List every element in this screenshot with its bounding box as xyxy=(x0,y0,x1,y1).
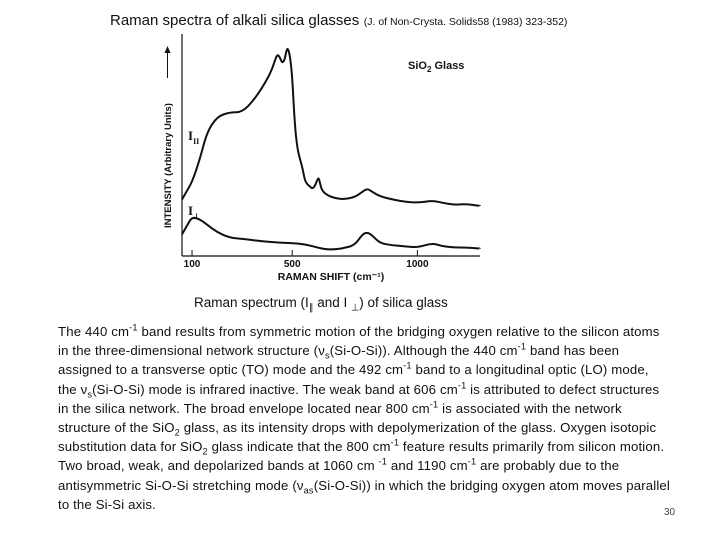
series-layer xyxy=(182,49,480,249)
slide-title-text: Raman spectra of alkali silica glasses xyxy=(110,12,360,29)
reference-citation: (J. of Non-Crysta. Solids58 (1983) 323-352) xyxy=(363,16,568,28)
x-tick-label-500: 500 xyxy=(283,259,301,270)
y-axis-label-group xyxy=(163,46,174,228)
glass-legend: SiO$_2$ Glass xyxy=(408,60,465,74)
caption-text-2: and I xyxy=(313,295,352,310)
raman-spectrum-figure xyxy=(158,28,498,290)
page-number: 30 xyxy=(664,507,676,518)
curve-parallel-label: $I_{II}$ xyxy=(188,128,200,146)
y-axis-arrow-head xyxy=(165,46,171,53)
body-paragraph: The 440 $cm^{-1}$ band results from symmetric motion of the bridging oxygen relative to the silicon atoms in the three-dimensional network structure $(\nu_s(Si-O-Si))$. Although the 440 $cm^{-1}$ band has been assigned to a transverse optic (TO) mode and the 492 $cm^{-1}$ band to a longitudinal optic (LO) mode, the $\nu_s(Si-O-Si)$ mode is infrared inactive. The weak band at 606 $cm^{-1}$ is attributed to defect structures in the silica network. The broad envelope located near 800 $cm^{-1}$ is associated with the network structure of the SiO$_2$ glass, as its intensity drops with depolymerization of the glass. Oxygen isotopic substitution data for SiO$_2$ glass indicate that the 800 $cm^{-1}$ feature results primarily from silicon motion. Two broad, weak, and depolarized bands at 1060 cm $^{-1}$ and 1190 $cm^{-1}$ are probably due to the antisymmetric Si-O-Si stretching mode $(\nu_{as}(Si-O-Si))$ in which the bridging oxygen atom moves parallel to the Si-Si axis. xyxy=(58,322,670,512)
caption-text-3: ) of silica glass xyxy=(359,295,448,310)
y-axis-label: INTENSITY (Arbitrary Units) xyxy=(163,103,174,228)
caption-sub-perp: ⊥ xyxy=(351,302,360,314)
caption-sub-parallel: ∥ xyxy=(308,302,314,314)
curve-perp-label: $I_\perp$ xyxy=(188,203,201,221)
x-ticks xyxy=(184,250,429,270)
x-tick-label-1000: 1000 xyxy=(406,259,429,270)
figure-caption xyxy=(194,295,448,314)
caption-text-1: Raman spectrum (I xyxy=(194,295,309,310)
x-tick-label-100: 100 xyxy=(183,259,201,270)
series-line-parallel xyxy=(182,49,480,206)
series-line-perpendicular xyxy=(182,218,480,250)
x-axis-label: RAMAN SHIFT (cm⁻¹) xyxy=(277,271,385,283)
